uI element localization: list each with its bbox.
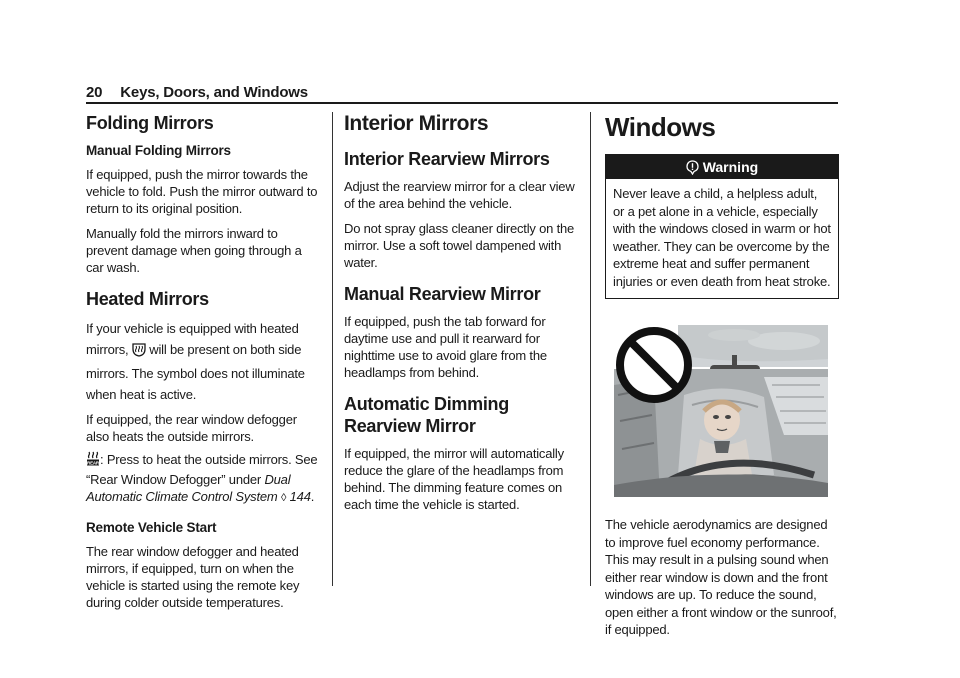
remote-start-paragraph: The rear window defogger and heated mirrors, if equipped, turn on when the vehicle is started using the remote key during colder outside temperatures. — [86, 544, 300, 610]
warning-header — [606, 155, 838, 179]
heated-mirrors-paragraph-1: If your vehicle is equipped with heated mirrors, will be present on both side mirrors. The symbol does not illuminate when heat is active. — [86, 321, 305, 402]
heated-mirrors-paragraph-2: If equipped, the rear window defogger also heats the outside mirrors. — [86, 412, 297, 444]
heated-mirrors-paragraph-3: REAR : Press to heat the outside mirrors. See “Rear Window Defogger” under Dual Automatic Climate Control System ◊ 144. — [86, 452, 318, 504]
rearview-paragraph-1: Adjust the rearview mirror for a clear view of the area behind the vehicle. — [344, 179, 575, 211]
manual-folding-heading: Manual Folding Mirrors — [86, 143, 231, 158]
column-middle — [344, 112, 576, 513]
rear-defog-icon — [86, 451, 100, 471]
heated-mirror-icon — [132, 342, 146, 363]
aerodynamics-paragraph: The vehicle aerodynamics are designed to improve fuel economy performance. This may result in a pulsing sound when either rear window is down and the front windows are up. To reduce the sound, open either a front window or the sunroof, if equipped. — [605, 517, 837, 637]
warning-text: Never leave a child, a helpless adult, or a pet alone in a vehicle, especially with the windows closed in warm or hot weather. They can be overcome by the extreme heat and suffer permanent injuries or even death from heat stroke. — [613, 186, 831, 289]
manual-rearview-heading: Manual Rearview Mirror — [344, 284, 541, 304]
interior-mirrors-heading: Interior Mirrors — [344, 112, 489, 135]
column-right — [605, 112, 841, 639]
auto-dimming-heading: Automatic Dimming Rearview Mirror — [344, 394, 509, 436]
page-header — [86, 84, 308, 101]
page-ref-number[interactable]: 144 — [289, 489, 311, 504]
header-rule — [86, 102, 838, 104]
rearview-paragraph-2: Do not spray glass cleaner directly on the mirror. Use a soft towel dampened with water. — [344, 221, 575, 270]
interior-rearview-heading: Interior Rearview Mirrors — [344, 149, 550, 169]
column-divider — [590, 112, 591, 586]
child-in-car-illustration — [614, 325, 841, 502]
manual-folding-paragraph-1: If equipped, push the mirror towards the vehicle to fold. Push the mirror outward to return to its original position. — [86, 167, 318, 216]
svg-text:REAR: REAR — [87, 460, 99, 466]
warning-icon — [686, 158, 699, 182]
heated-mirrors-heading: Heated Mirrors — [86, 289, 209, 309]
warning-box — [605, 154, 839, 299]
page-number: 20 — [86, 84, 103, 101]
prohibition-icon — [620, 331, 688, 399]
windows-heading: Windows — [605, 112, 716, 142]
column-left — [86, 112, 322, 611]
climate-control-link[interactable]: Dual Automatic Climate Control System — [86, 472, 291, 504]
auto-dimming-paragraph: If equipped, the mirror will automatically reduce the glare of the headlamps from behind. The dimming feature comes on each time the vehicle is started. — [344, 446, 564, 512]
manual-rearview-paragraph: If equipped, push the tab forward for daytime use and pull it rearward for nighttime use to avoid glare from the headlamps from behind. — [344, 314, 547, 380]
page-ref-arrow: ◊ — [280, 492, 287, 504]
manual-folding-paragraph-2: Manually fold the mirrors inward to prevent damage when going through a car wash. — [86, 226, 302, 275]
column-divider — [332, 112, 333, 586]
remote-start-heading: Remote Vehicle Start — [86, 520, 217, 535]
section-title: Keys, Doors, and Windows — [120, 84, 308, 101]
folding-mirrors-heading: Folding Mirrors — [86, 113, 214, 133]
warning-label: Warning — [702, 159, 759, 175]
